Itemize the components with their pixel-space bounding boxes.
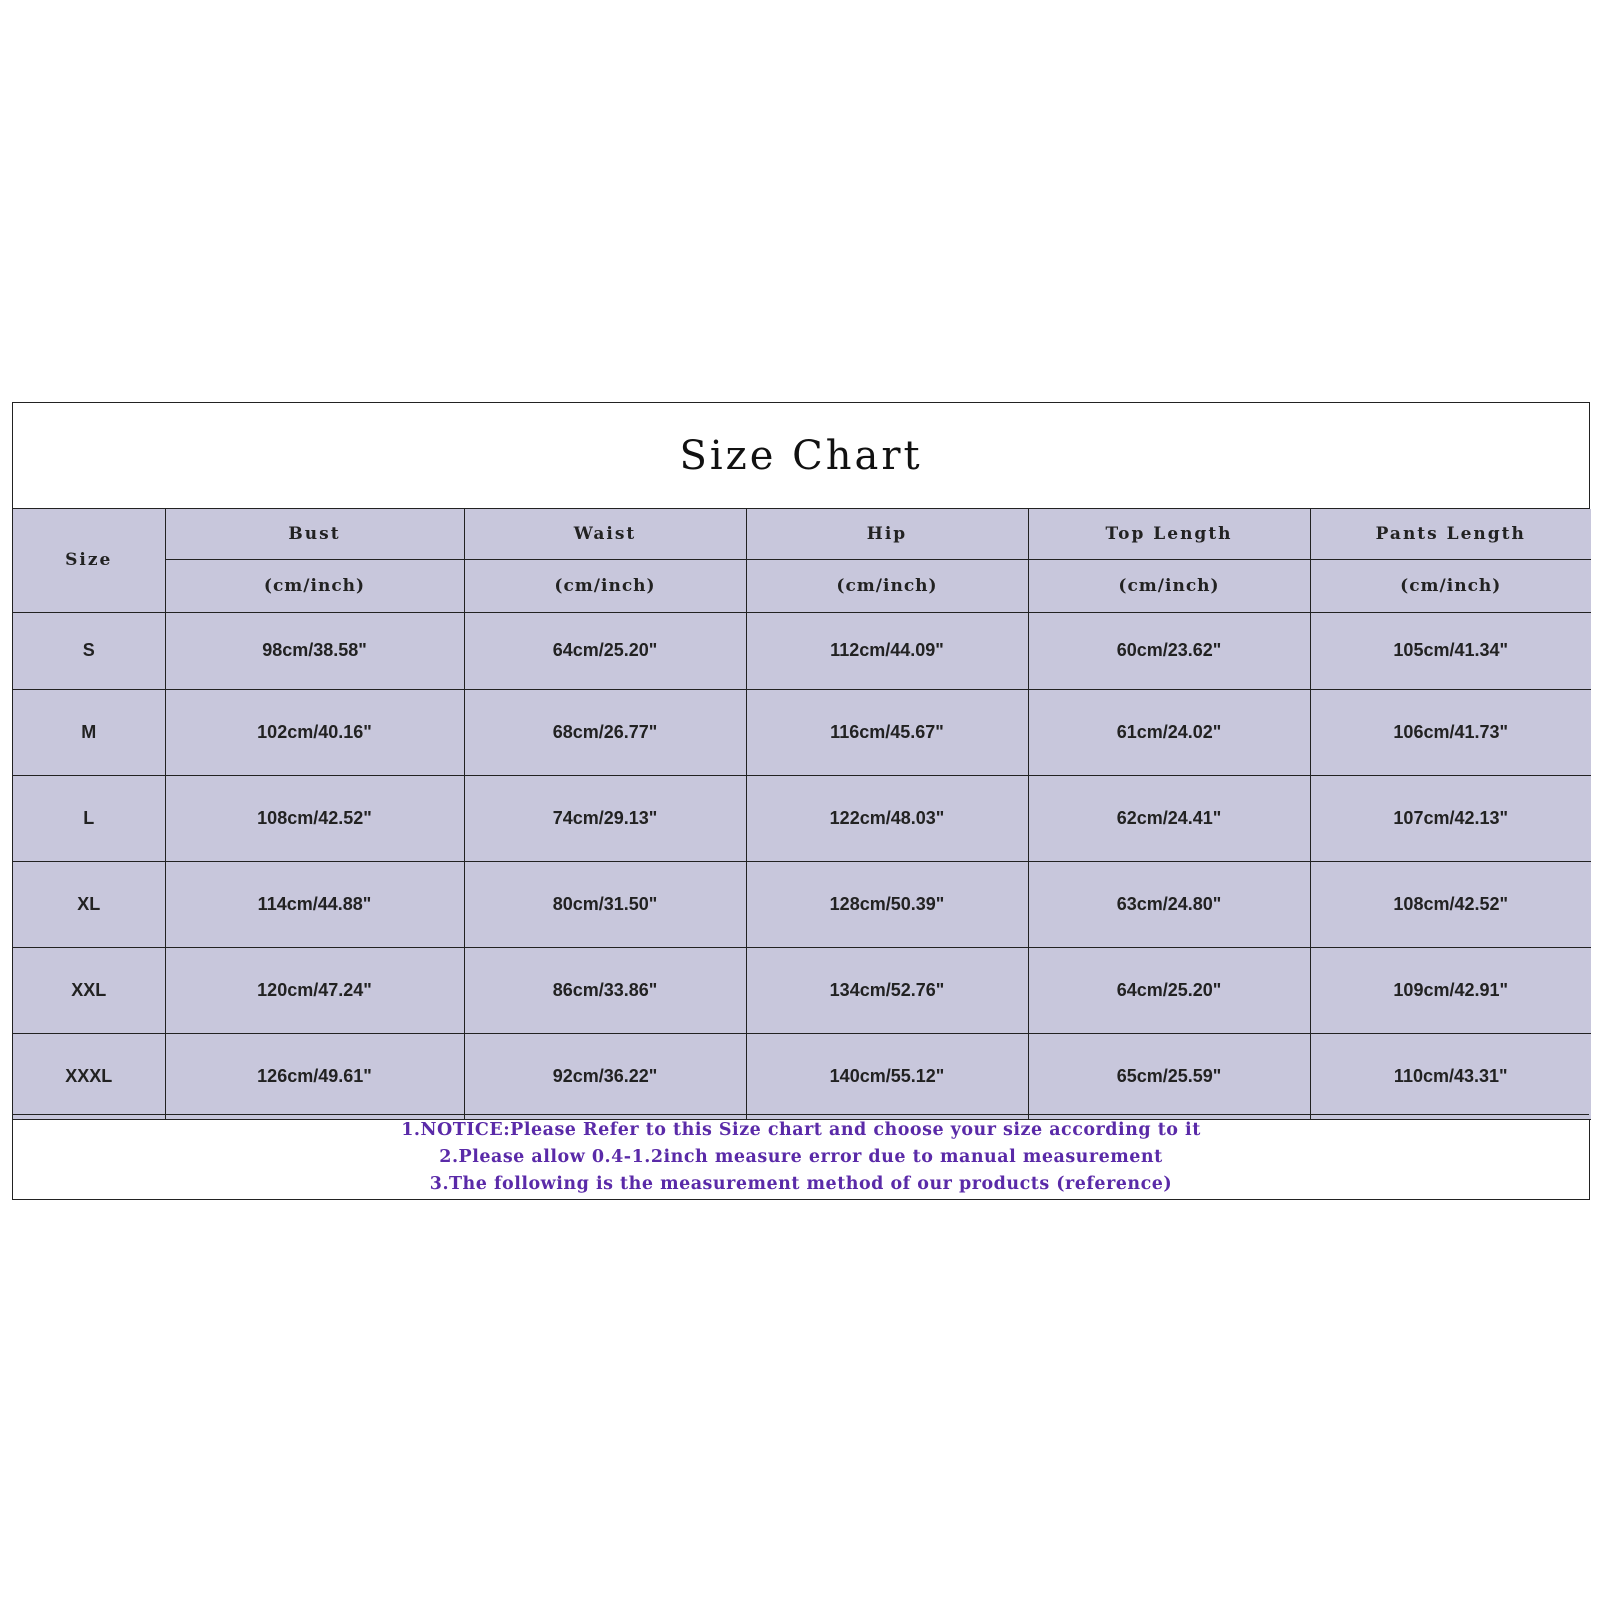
table-row	[13, 689, 1591, 775]
size-table	[13, 509, 1591, 1120]
waist-value: 86cm/33.86"	[464, 947, 746, 1033]
pants-length-value: 106cm/41.73"	[1310, 689, 1591, 775]
top-length-value: 62cm/24.41"	[1028, 775, 1310, 861]
pants-length-value: 108cm/42.52"	[1310, 861, 1591, 947]
table-row	[13, 1033, 1591, 1119]
hip-value: 134cm/52.76"	[746, 947, 1028, 1033]
top-length-value: 60cm/23.62"	[1028, 612, 1310, 689]
top-length-value: 65cm/25.59"	[1028, 1033, 1310, 1119]
header-row	[13, 509, 1591, 559]
chart-title: Size Chart	[13, 403, 1589, 509]
bust-value: 98cm/38.58"	[165, 612, 464, 689]
hip-value: 122cm/48.03"	[746, 775, 1028, 861]
top-length-value: 61cm/24.02"	[1028, 689, 1310, 775]
top-length-value: 63cm/24.80"	[1028, 861, 1310, 947]
size-label: XXL	[13, 947, 165, 1033]
unit-label: (cm/inch)	[1028, 559, 1310, 612]
table-row	[13, 612, 1591, 689]
hip-value: 112cm/44.09"	[746, 612, 1028, 689]
waist-value: 74cm/29.13"	[464, 775, 746, 861]
size-chart	[12, 402, 1590, 1200]
notice-line: 1.NOTICE:Please Refer to this Size chart and choose your size according to it	[401, 1119, 1201, 1140]
bust-value: 120cm/47.24"	[165, 947, 464, 1033]
size-label: M	[13, 689, 165, 775]
column-header-bust: Bust	[165, 509, 464, 559]
hip-value: 128cm/50.39"	[746, 861, 1028, 947]
table-row	[13, 947, 1591, 1033]
bust-value: 108cm/42.52"	[165, 775, 464, 861]
pants-length-value: 110cm/43.31"	[1310, 1033, 1591, 1119]
column-header-top-length: Top Length	[1028, 509, 1310, 559]
column-header-waist: Waist	[464, 509, 746, 559]
size-label: L	[13, 775, 165, 861]
bust-value: 126cm/49.61"	[165, 1033, 464, 1119]
column-header-pants-length: Pants Length	[1310, 509, 1591, 559]
size-label: XXXL	[13, 1033, 165, 1119]
unit-label: (cm/inch)	[165, 559, 464, 612]
bust-value: 102cm/40.16"	[165, 689, 464, 775]
unit-label: (cm/inch)	[464, 559, 746, 612]
waist-value: 64cm/25.20"	[464, 612, 746, 689]
top-length-value: 64cm/25.20"	[1028, 947, 1310, 1033]
bust-value: 114cm/44.88"	[165, 861, 464, 947]
waist-value: 68cm/26.77"	[464, 689, 746, 775]
column-header-hip: Hip	[746, 509, 1028, 559]
hip-value: 116cm/45.67"	[746, 689, 1028, 775]
unit-row	[13, 559, 1591, 612]
table-row	[13, 775, 1591, 861]
measurement-method-line: 3.The following is the measurement method of our products (reference)	[429, 1173, 1173, 1194]
table-row	[13, 861, 1591, 947]
notes	[13, 1114, 1589, 1199]
waist-value: 92cm/36.22"	[464, 1033, 746, 1119]
size-header: Size	[13, 509, 165, 612]
pants-length-value: 107cm/42.13"	[1310, 775, 1591, 861]
measure-error-line: 2.Please allow 0.4-1.2inch measure error due to manual measurement	[439, 1146, 1163, 1167]
size-label: XL	[13, 861, 165, 947]
pants-length-value: 105cm/41.34"	[1310, 612, 1591, 689]
waist-value: 80cm/31.50"	[464, 861, 746, 947]
hip-value: 140cm/55.12"	[746, 1033, 1028, 1119]
unit-label: (cm/inch)	[1310, 559, 1591, 612]
pants-length-value: 109cm/42.91"	[1310, 947, 1591, 1033]
unit-label: (cm/inch)	[746, 559, 1028, 612]
size-label: S	[13, 612, 165, 689]
